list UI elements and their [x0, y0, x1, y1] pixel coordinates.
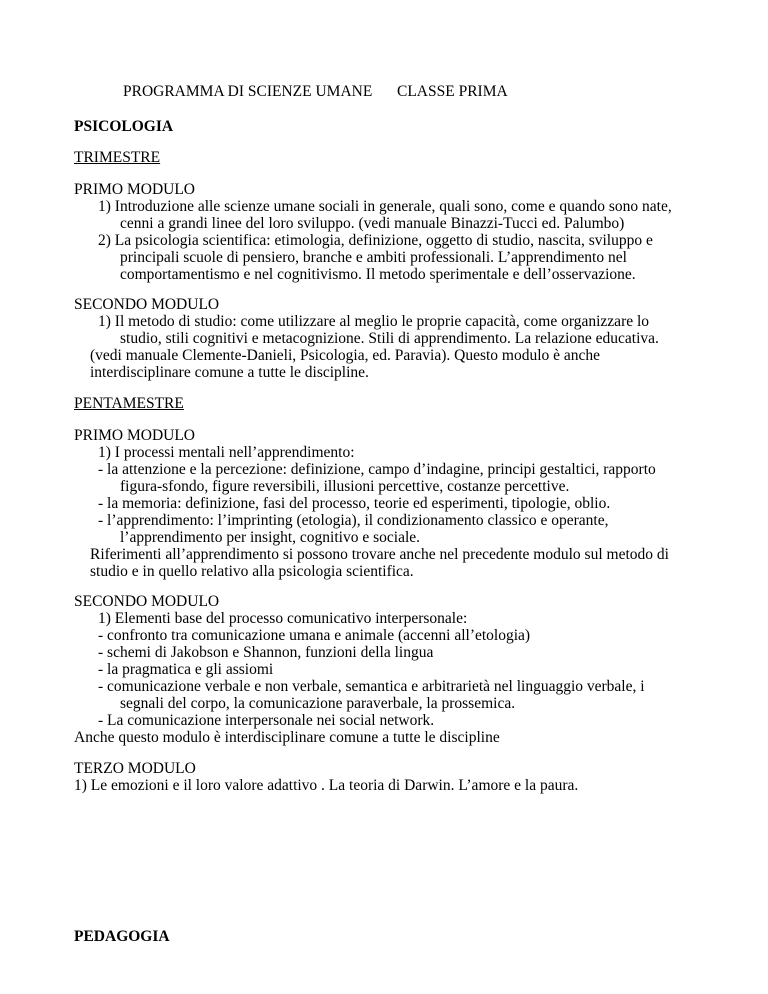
period-pentamestre: PENTAMESTRE [74, 395, 184, 412]
module-line: figura-sfondo, figure reversibili, illusioni percettive, costanze percettive. [120, 478, 570, 495]
header-class: CLASSE PRIMA [397, 83, 508, 100]
module-line: (vedi manuale Clemente-Danieli, Psicologia, ed. Paravia). Questo modulo è anche [90, 347, 601, 364]
module-line: 1) I processi mentali nell’apprendimento: [98, 444, 355, 461]
module-line: - comunicazione verbale e non verbale, semantica e arbitrarietà nel linguaggio verbale, i [98, 678, 645, 695]
module-line: - l’apprendimento: l’imprinting (etologia), il condizionamento classico e operante, [98, 512, 609, 529]
module-line: 2) La psicologia scientifica: etimologia, definizione, oggetto di studio, nascita, sviluppo e [98, 232, 653, 249]
section-title-psicologia: PSICOLOGIA [74, 118, 174, 135]
section-title-pedagogia: PEDAGOGIA [74, 928, 170, 945]
module-title: SECONDO MODULO [74, 593, 220, 610]
module-line: Anche questo modulo è interdisciplinare comune a tutte le discipline [74, 729, 500, 746]
module-title: PRIMO MODULO [74, 181, 195, 198]
module-line: principali scuole di pensiero, branche e ambiti professionali. L’apprendimento nel [120, 249, 627, 266]
module-line: segnali del corpo, la comunicazione paraverbale, la prossemica. [120, 695, 516, 712]
module-line: - schemi di Jakobson e Shannon, funzioni della lingua [98, 644, 434, 661]
module-line: - la attenzione e la percezione: definizione, campo d’indagine, principi gestaltici, rapporto [98, 461, 656, 478]
module-title: TERZO MODULO [74, 760, 196, 777]
period-trimestre: TRIMESTRE [74, 149, 161, 166]
module-line: comportamentismo e nel cognitivismo. Il metodo sperimentale e dell’osservazione. [120, 266, 636, 283]
module-line: interdisciplinare comune a tutte le discipline. [90, 364, 369, 381]
module-line: - confronto tra comunicazione umana e animale (accenni all’etologia) [98, 627, 531, 644]
module-line: - la pragmatica e gli assiomi [98, 661, 274, 678]
module-line: studio e in quello relativo alla psicologia scientifica. [90, 563, 414, 580]
module-line: 1) Le emozioni e il loro valore adattivo . La teoria di Darwin. L’amore e la paura. [74, 777, 579, 794]
module-title: PRIMO MODULO [74, 427, 195, 444]
module-line: studio, stili cognitivi e metacognizione. Stili di apprendimento. La relazione educativa. [120, 330, 659, 347]
module-line: Riferimenti all’apprendimento si possono trovare anche nel precedente modulo sul metodo di [90, 546, 669, 563]
module-line: 1) Il metodo di studio: come utilizzare al meglio le proprie capacità, come organizzare lo [98, 313, 650, 330]
module-title: SECONDO MODULO [74, 296, 220, 313]
module-line: 1) Introduzione alle scienze umane sociali in generale, quali sono, come e quando sono nate, [98, 198, 672, 215]
module-line: cenni a grandi linee del loro sviluppo. (vedi manuale Binazzi-Tucci ed. Palumbo) [120, 215, 625, 232]
module-line: - la memoria: definizione, fasi del processo, teorie ed esperimenti, tipologie, oblio. [98, 495, 611, 512]
module-line: 1) Elementi base del processo comunicativo interpersonale: [98, 610, 468, 627]
header-program-title: PROGRAMMA DI SCIENZE UMANE [123, 83, 373, 100]
module-line: - La comunicazione interpersonale nei social network. [98, 712, 435, 729]
module-line: l’apprendimento per insight, cognitivo e sociale. [120, 529, 421, 546]
